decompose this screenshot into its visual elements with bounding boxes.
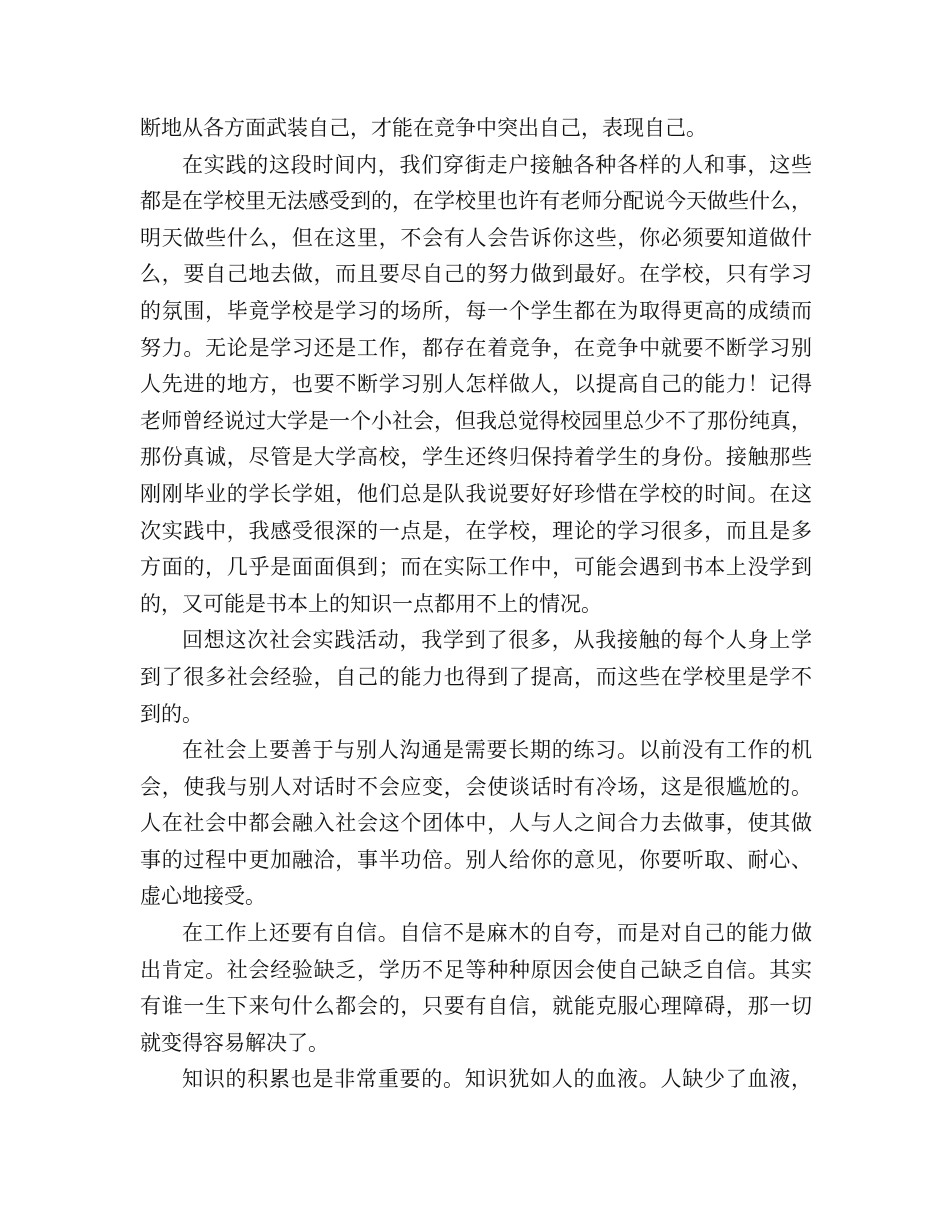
body-text <box>140 110 812 1098</box>
text-line: 人先进的地方，也要不断学习别人怎样做人，以提高自己的能力！记得 <box>140 372 812 397</box>
text-line: 刚刚毕业的学长学姐，他们总是队我说要好好珍惜在学校的时间。在这 <box>140 481 812 506</box>
text-line: 方面的，几乎是面面俱到；而在实际工作中，可能会遇到书本上没学到 <box>140 555 812 580</box>
text-line: 断地从各方面武装自己，才能在竞争中突出自己，表现自己。 <box>140 116 707 140</box>
text-line: 会，使我与别人对话时不会应变，会使谈话时有冷场，这是很尴尬的。 <box>140 774 812 799</box>
text-line: 到了很多社会经验，自己的能力也得到了提高，而这些在学校里是学不 <box>140 664 812 689</box>
text-line: 么，要自己地去做，而且要尽自己的努力做到最好。在学校，只有学习 <box>140 262 812 287</box>
text-line: 都是在学校里无法感受到的，在学校里也许有老师分配说今天做些什么， <box>140 189 812 214</box>
text-line: 的氛围，毕竟学校是学习的场所，每一个学生都在为取得更高的成绩而 <box>140 298 812 323</box>
text-line: 老师曾经说过大学是一个小社会，但我总觉得校园里总少不了那份纯真， <box>140 408 812 433</box>
text-line: 在工作上还要有自信。自信不是麻木的自夸，而是对自己的能力做 <box>182 921 812 946</box>
text-line: 在社会上要善于与别人沟通是需要长期的练习。以前没有工作的机 <box>182 738 812 763</box>
text-line: 努力。无论是学习还是工作，都存在着竞争，在竞争中就要不断学习别 <box>140 335 812 360</box>
text-line: 到的。 <box>140 701 203 726</box>
text-line: 知识的积累也是非常重要的。知识犹如人的血液。人缺少了血液， <box>182 1067 812 1092</box>
text-line: 就变得容易解决了。 <box>140 1030 329 1055</box>
text-line: 回想这次社会实践活动，我学到了很多，从我接触的每个人身上学 <box>182 628 812 653</box>
text-line: 人在社会中都会融入社会这个团体中，人与人之间合力去做事，使其做 <box>140 811 812 836</box>
text-line: 明天做些什么，但在这里，不会有人会告诉你这些，你必须要知道做什 <box>140 225 812 250</box>
text-line: 有谁一生下来句什么都会的，只要有自信，就能克服心理障碍，那一切 <box>140 994 812 1019</box>
text-line: 在实践的这段时间内，我们穿街走户接触各种各样的人和事，这些 <box>182 152 812 177</box>
text-line: 次实践中，我感受很深的一点是，在学校，理论的学习很多，而且是多 <box>140 518 812 543</box>
text-line: 那份真诚，尽管是大学高校，学生还终归保持着学生的身份。接触那些 <box>140 445 812 470</box>
text-line: 出肯定。社会经验缺乏，学历不足等种种原因会使自己缺乏自信。其实 <box>140 957 812 982</box>
text-line: 虚心地接受。 <box>140 884 266 909</box>
text-line: 事的过程中更加融洽，事半功倍。别人给你的意见，你要听取、耐心、 <box>140 847 812 872</box>
text-line: 的，又可能是书本上的知识一点都用不上的情况。 <box>140 591 602 616</box>
